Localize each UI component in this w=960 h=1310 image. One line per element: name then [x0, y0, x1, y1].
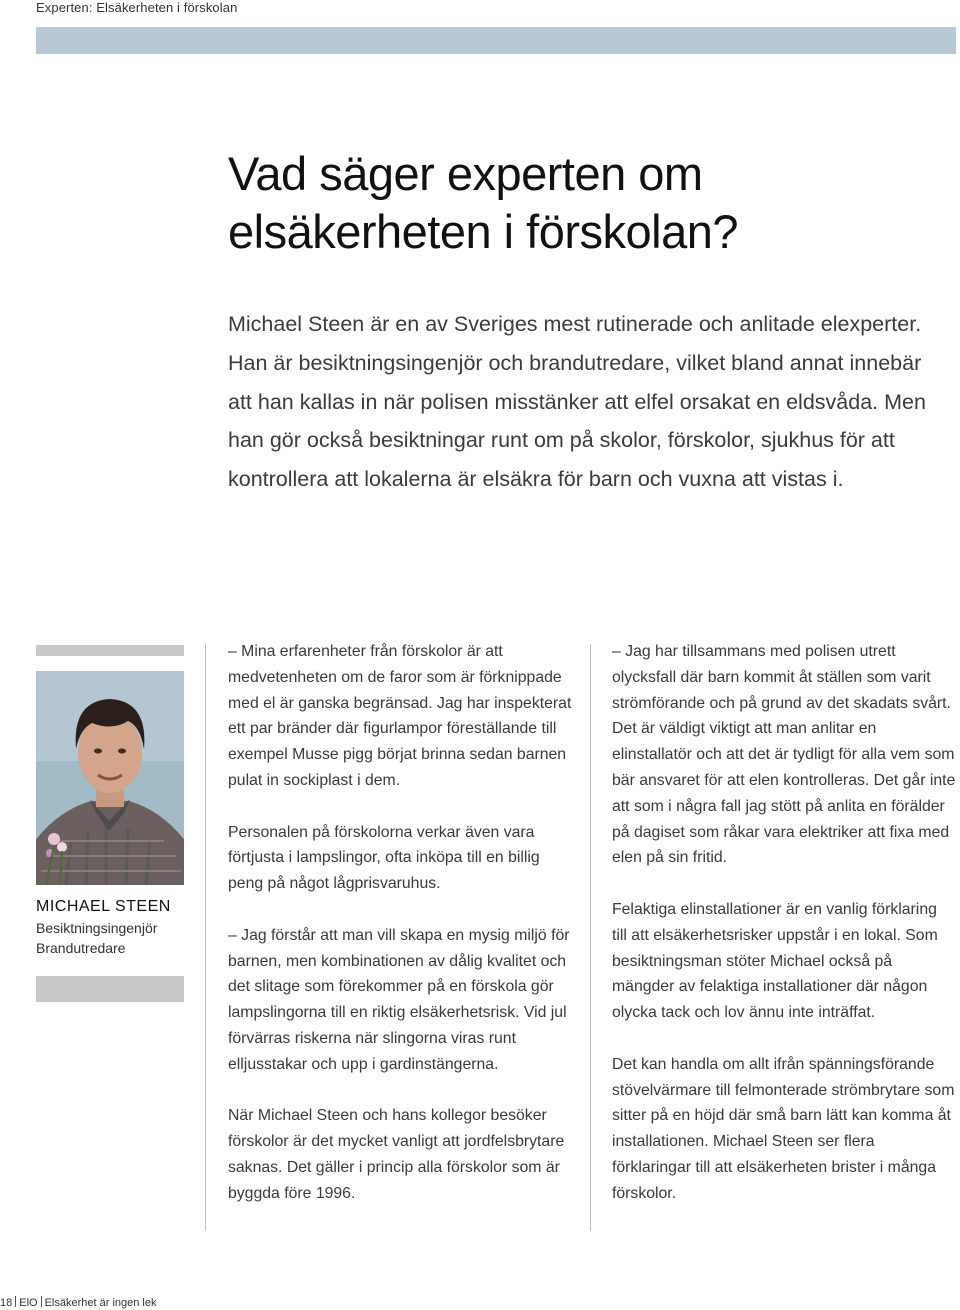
footer-separator [15, 1296, 16, 1307]
left-paragraph-2: Personalen på förskolorna verkar även vara förtjusta i lampslingor, ofta inköpa till en billig peng på något lågprisvaruhus. [228, 823, 540, 893]
page-number: 18 [0, 1297, 13, 1309]
footer-publication: Elsäkerhet är ingen lek [44, 1297, 157, 1309]
running-head: Experten: Elsäkerheten i förskolan [36, 0, 238, 15]
right-paragraph-2: Felaktiga elinstallationer är en vanlig förklaring till att elsäkerhetsrisker uppstår i en lokal. Som besiktningsman stöter Michael också på mängder av felaktiga installationer där någon olycka tack och lov ännu inte inträffat. [612, 900, 938, 1022]
profile-caption [36, 896, 186, 958]
footer-publisher: ElO [19, 1297, 38, 1309]
left-paragraph-3: – Jag förstår att man vill skapa en mysig miljö för barnen, men kombinationen av dålig kvalitet och det slitage som förekommer på en förskola gör lampslingorna till en riktig elsäkerhetsrisk. Vid jul förvärras riskerna när slingorna viras runt elljusstakar och upp i gardinstängerna. [228, 926, 570, 1073]
profile-name: MICHAEL STEEN [36, 898, 171, 915]
column-rule-left [205, 644, 206, 1231]
footer-separator [41, 1296, 42, 1307]
left-text-column [228, 639, 576, 1232]
column-rule-right [590, 644, 591, 1231]
portrait-illustration [36, 671, 184, 885]
right-text-column [612, 639, 956, 1232]
top-color-band [36, 27, 956, 54]
page-footer [0, 1296, 157, 1309]
right-paragraph-1: – Jag har tillsammans med polisen utrett olycksfall där barn kommit åt ställen som varit strömförande och på grund av det skadats svårt. Det är väldigt viktigt att man anlitar en elinstallatör och att det är tydligt för alla vem som bär ansvaret för att elen kontrolleras. Det går inte att som i några fall jag stött på anlita en förälder på dagiset som råkar vara elektriker att fixa med elen på sin fritid. [612, 643, 956, 867]
intro-paragraph: Michael Steen är en av Sveriges mest rutinerade och anlitade elexperter. Han är besiktningsingenjör och brandutredare, vilket bland annat innebär att han kallas in när polisen misstänker att elfel orsakat en eldsvåda. Men han gör också besiktningar runt om på skolor, förskolor, sjukhus för att kontrollera att lokalerna är elsäkra för barn och vuxna att vistas i. [228, 312, 926, 492]
left-paragraph-1: – Mina erfarenheter från förskolor är att medvetenheten om de faror som är förknippade med el är ganska begränsad. Jag har inspekterat ett par bränder där figurlampor föreställande till exempel Musse pigg börjat brinna sedan barnen pulat in sockiplast i dem. [228, 643, 572, 789]
photo-top-bar [36, 645, 184, 656]
left-paragraph-4: När Michael Steen och hans kollegor besöker förskolor är det mycket vanligt att jordfelsbrytare saknas. Det gäller i princip alla förskolor som är byggda före 1996. [228, 1107, 565, 1202]
profile-role-1: Besiktningsingenjör [36, 920, 158, 936]
portrait-photo [36, 671, 184, 885]
profile-role-2: Brandutredare [36, 940, 126, 956]
page-headline: Vad säger experten om elsäkerheten i förskolan? [228, 147, 739, 258]
caption-bottom-bar [36, 976, 184, 1002]
right-paragraph-3: Det kan handla om allt ifrån spänningsförande stövelvärmare till felmonterade strömbrytare som sitter på en höjd där små barn lätt kan komma åt installationen. Michael Steen ser flera förklaringar till att elsäkerheten brister i många förskolor. [612, 1055, 955, 1202]
